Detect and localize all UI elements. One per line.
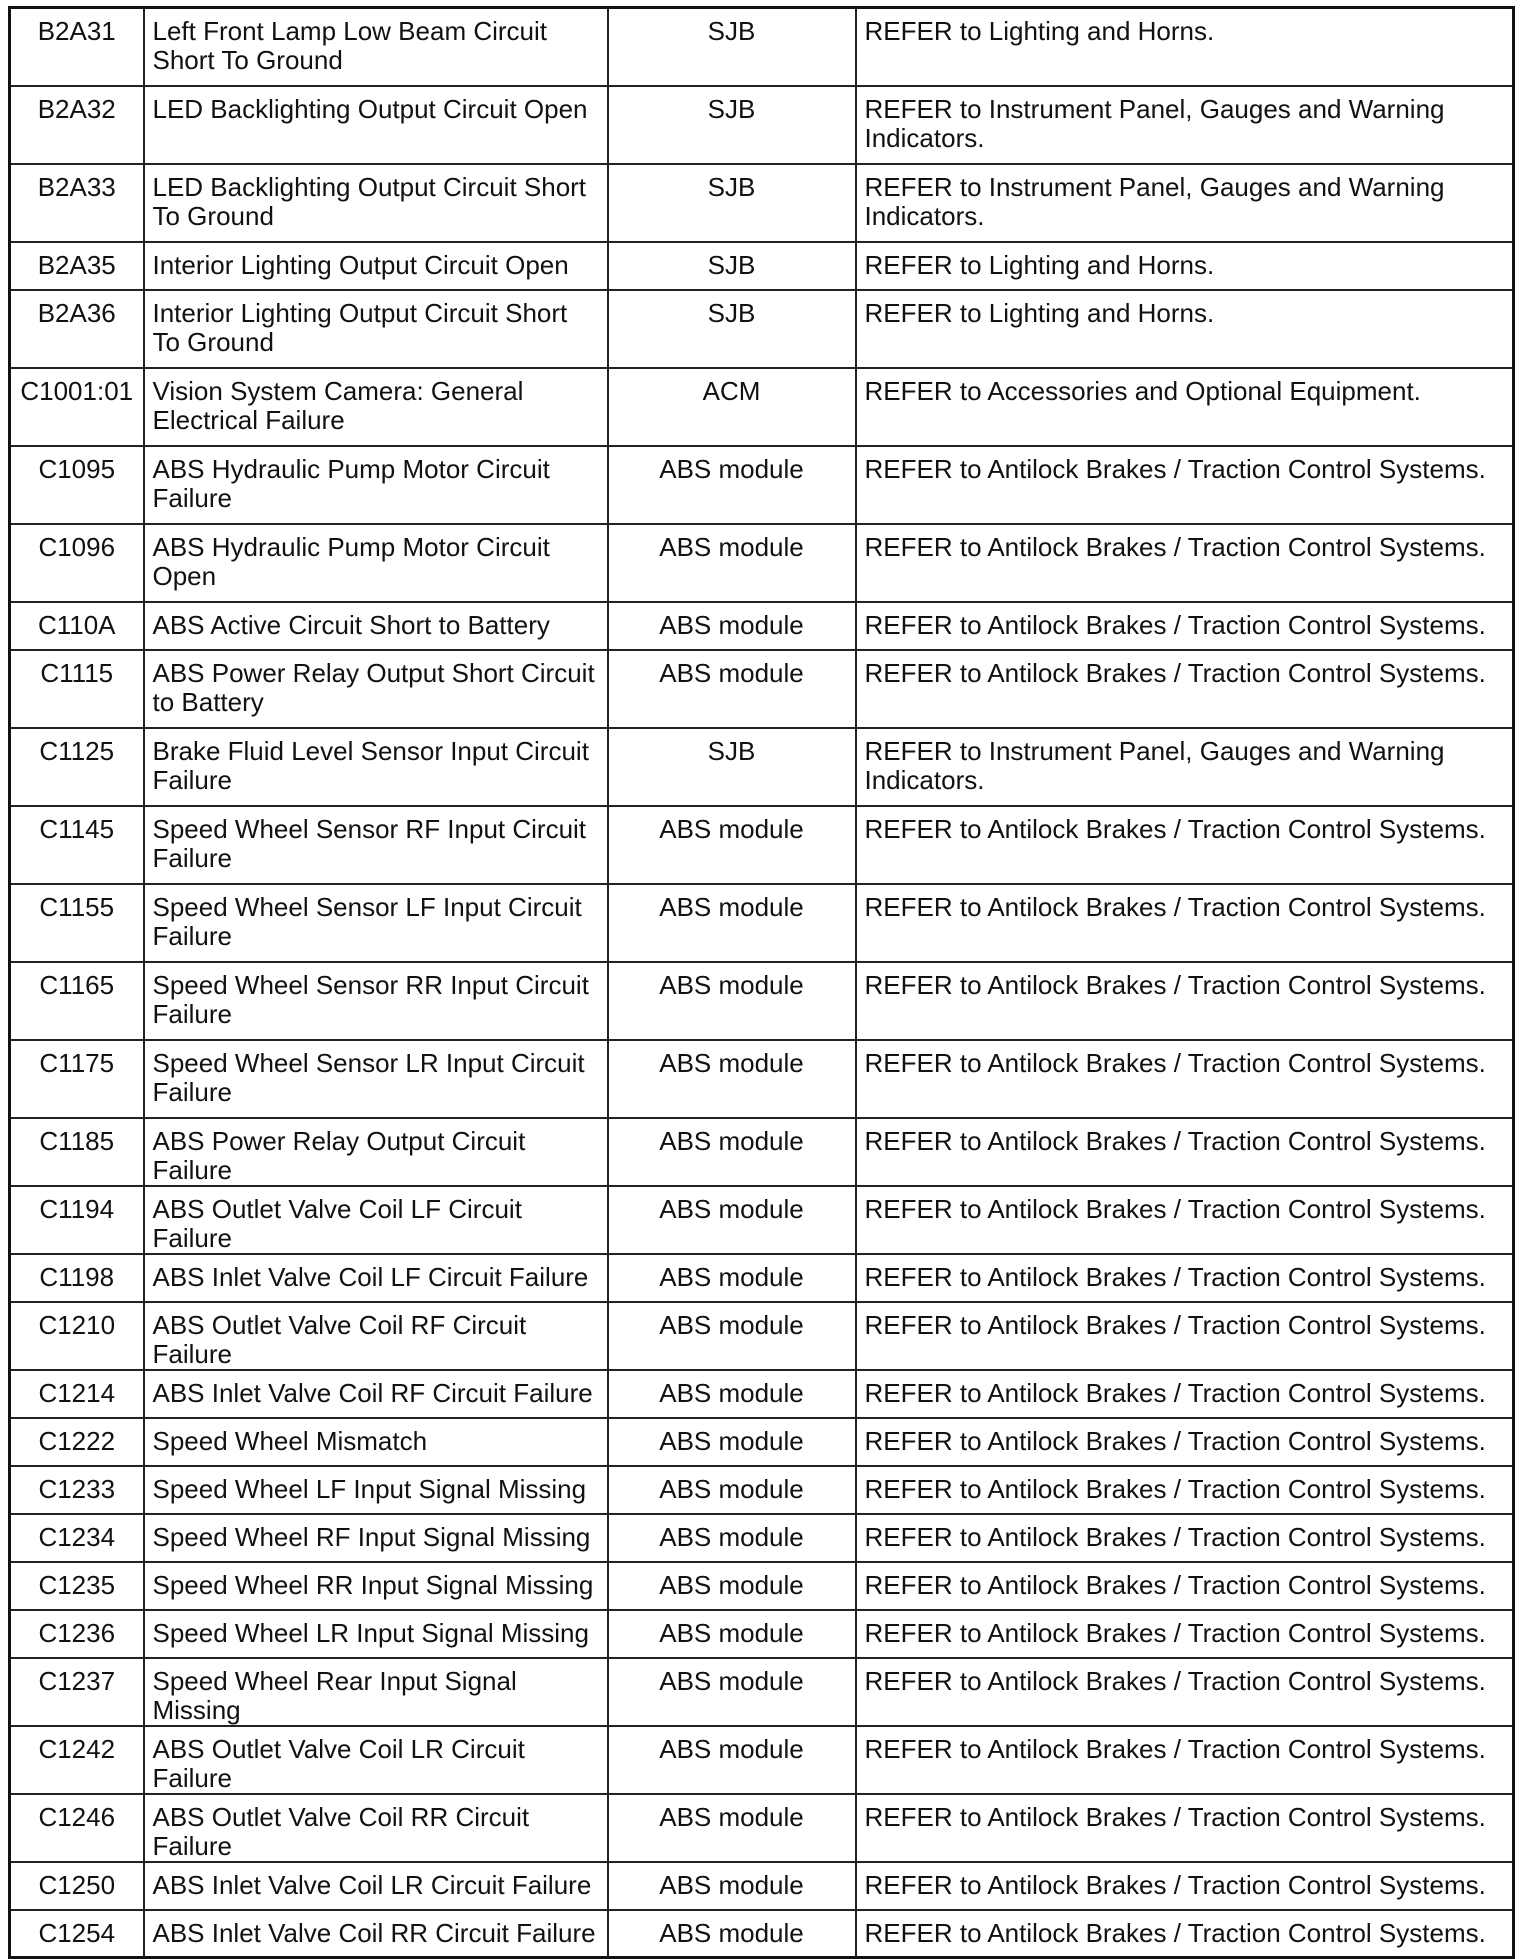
- dtc-code: C1095: [10, 446, 144, 524]
- dtc-module: ABS module: [608, 1118, 856, 1186]
- dtc-code: C110A: [10, 602, 144, 650]
- dtc-description: ABS Inlet Valve Coil LR Circuit Failure: [144, 1862, 608, 1910]
- dtc-description: Brake Fluid Level Sensor Input Circuit Failure: [144, 728, 608, 806]
- dtc-module: ABS module: [608, 1302, 856, 1370]
- table-row: [10, 1118, 1514, 1186]
- dtc-table-body: [10, 8, 1514, 1958]
- dtc-action: REFER to Antilock Brakes / Traction Control Systems.: [856, 524, 1514, 602]
- table-row: [10, 1726, 1514, 1794]
- dtc-description: ABS Inlet Valve Coil RF Circuit Failure: [144, 1370, 608, 1418]
- dtc-action: REFER to Antilock Brakes / Traction Control Systems.: [856, 1466, 1514, 1514]
- dtc-module: ABS module: [608, 1418, 856, 1466]
- dtc-code: C1175: [10, 1040, 144, 1118]
- table-row: [10, 1658, 1514, 1726]
- dtc-code: C1096: [10, 524, 144, 602]
- dtc-module: SJB: [608, 86, 856, 164]
- dtc-action: REFER to Antilock Brakes / Traction Control Systems.: [856, 1794, 1514, 1862]
- dtc-code: C1165: [10, 962, 144, 1040]
- dtc-code: C1210: [10, 1302, 144, 1370]
- dtc-module: ABS module: [608, 1466, 856, 1514]
- dtc-module: ABS module: [608, 1610, 856, 1658]
- dtc-module: ABS module: [608, 1794, 856, 1862]
- dtc-action: REFER to Antilock Brakes / Traction Control Systems.: [856, 1726, 1514, 1794]
- dtc-description: LED Backlighting Output Circuit Short To Ground: [144, 164, 608, 242]
- table-row: [10, 1302, 1514, 1370]
- table-row: [10, 962, 1514, 1040]
- dtc-description: ABS Inlet Valve Coil RR Circuit Failure: [144, 1910, 608, 1958]
- dtc-action: REFER to Instrument Panel, Gauges and Warning Indicators.: [856, 728, 1514, 806]
- dtc-module: ABS module: [608, 446, 856, 524]
- dtc-code: C1214: [10, 1370, 144, 1418]
- dtc-action: REFER to Antilock Brakes / Traction Control Systems.: [856, 1418, 1514, 1466]
- dtc-module: ABS module: [608, 1562, 856, 1610]
- table-row: [10, 86, 1514, 164]
- dtc-action: REFER to Lighting and Horns.: [856, 8, 1514, 86]
- dtc-action: REFER to Antilock Brakes / Traction Control Systems.: [856, 1610, 1514, 1658]
- table-row: [10, 446, 1514, 524]
- dtc-action: REFER to Accessories and Optional Equipment.: [856, 368, 1514, 446]
- table-row: [10, 1040, 1514, 1118]
- dtc-description: Speed Wheel Sensor LF Input Circuit Failure: [144, 884, 608, 962]
- dtc-description: ABS Power Relay Output Short Circuit to Battery: [144, 650, 608, 728]
- dtc-action: REFER to Antilock Brakes / Traction Control Systems.: [856, 884, 1514, 962]
- dtc-module: ABS module: [608, 602, 856, 650]
- table-row: [10, 524, 1514, 602]
- dtc-code: C1246: [10, 1794, 144, 1862]
- dtc-module: SJB: [608, 728, 856, 806]
- table-row: [10, 1862, 1514, 1910]
- dtc-description: Interior Lighting Output Circuit Open: [144, 242, 608, 290]
- dtc-action: REFER to Antilock Brakes / Traction Control Systems.: [856, 1302, 1514, 1370]
- dtc-description: ABS Hydraulic Pump Motor Circuit Failure: [144, 446, 608, 524]
- table-row: [10, 1186, 1514, 1254]
- dtc-description: Left Front Lamp Low Beam Circuit Short To Ground: [144, 8, 608, 86]
- dtc-code: C1234: [10, 1514, 144, 1562]
- dtc-action: REFER to Antilock Brakes / Traction Control Systems.: [856, 1910, 1514, 1958]
- dtc-action: REFER to Antilock Brakes / Traction Control Systems.: [856, 1254, 1514, 1302]
- dtc-action: REFER to Instrument Panel, Gauges and Warning Indicators.: [856, 86, 1514, 164]
- dtc-description: LED Backlighting Output Circuit Open: [144, 86, 608, 164]
- dtc-description: ABS Outlet Valve Coil RF Circuit Failure: [144, 1302, 608, 1370]
- dtc-action: REFER to Antilock Brakes / Traction Control Systems.: [856, 446, 1514, 524]
- table-row: [10, 806, 1514, 884]
- dtc-code: C1254: [10, 1910, 144, 1958]
- dtc-description: ABS Power Relay Output Circuit Failure: [144, 1118, 608, 1186]
- dtc-code: B2A33: [10, 164, 144, 242]
- dtc-action: REFER to Antilock Brakes / Traction Control Systems.: [856, 602, 1514, 650]
- dtc-description: ABS Outlet Valve Coil LR Circuit Failure: [144, 1726, 608, 1794]
- dtc-module: ABS module: [608, 1254, 856, 1302]
- table-row: [10, 164, 1514, 242]
- dtc-module: SJB: [608, 8, 856, 86]
- dtc-description: Speed Wheel LF Input Signal Missing: [144, 1466, 608, 1514]
- table-row: [10, 884, 1514, 962]
- dtc-code: C1115: [10, 650, 144, 728]
- dtc-action: REFER to Antilock Brakes / Traction Control Systems.: [856, 1514, 1514, 1562]
- dtc-description: ABS Outlet Valve Coil LF Circuit Failure: [144, 1186, 608, 1254]
- dtc-module: SJB: [608, 242, 856, 290]
- table-row: [10, 728, 1514, 806]
- dtc-action: REFER to Antilock Brakes / Traction Control Systems.: [856, 1370, 1514, 1418]
- dtc-module: ABS module: [608, 1514, 856, 1562]
- dtc-action: REFER to Lighting and Horns.: [856, 242, 1514, 290]
- dtc-description: Speed Wheel Mismatch: [144, 1418, 608, 1466]
- dtc-description: Speed Wheel Sensor LR Input Circuit Failure: [144, 1040, 608, 1118]
- dtc-description: Interior Lighting Output Circuit Short To Ground: [144, 290, 608, 368]
- table-row: [10, 1370, 1514, 1418]
- dtc-code: C1236: [10, 1610, 144, 1658]
- dtc-action: REFER to Antilock Brakes / Traction Control Systems.: [856, 650, 1514, 728]
- table-row: [10, 650, 1514, 728]
- dtc-code: C1233: [10, 1466, 144, 1514]
- dtc-description: Speed Wheel Sensor RR Input Circuit Failure: [144, 962, 608, 1040]
- dtc-action: REFER to Antilock Brakes / Traction Control Systems.: [856, 1040, 1514, 1118]
- dtc-table: [8, 6, 1515, 1959]
- dtc-code: B2A36: [10, 290, 144, 368]
- dtc-action: REFER to Antilock Brakes / Traction Control Systems.: [856, 1186, 1514, 1254]
- dtc-module: SJB: [608, 290, 856, 368]
- table-row: [10, 1794, 1514, 1862]
- dtc-module: ABS module: [608, 884, 856, 962]
- dtc-module: ACM: [608, 368, 856, 446]
- dtc-description: Vision System Camera: General Electrical Failure: [144, 368, 608, 446]
- dtc-description: Speed Wheel RR Input Signal Missing: [144, 1562, 608, 1610]
- dtc-module: ABS module: [608, 650, 856, 728]
- dtc-action: REFER to Antilock Brakes / Traction Control Systems.: [856, 1658, 1514, 1726]
- dtc-code: C1235: [10, 1562, 144, 1610]
- dtc-module: ABS module: [608, 962, 856, 1040]
- table-row: [10, 1466, 1514, 1514]
- dtc-description: ABS Outlet Valve Coil RR Circuit Failure: [144, 1794, 608, 1862]
- dtc-description: Speed Wheel Rear Input Signal Missing: [144, 1658, 608, 1726]
- table-row: [10, 1610, 1514, 1658]
- dtc-module: ABS module: [608, 1186, 856, 1254]
- dtc-description: Speed Wheel RF Input Signal Missing: [144, 1514, 608, 1562]
- dtc-module: ABS module: [608, 806, 856, 884]
- dtc-code: C1242: [10, 1726, 144, 1794]
- dtc-action: REFER to Antilock Brakes / Traction Control Systems.: [856, 1562, 1514, 1610]
- dtc-action: REFER to Instrument Panel, Gauges and Warning Indicators.: [856, 164, 1514, 242]
- dtc-description: Speed Wheel Sensor RF Input Circuit Failure: [144, 806, 608, 884]
- dtc-code: C1155: [10, 884, 144, 962]
- dtc-description: ABS Inlet Valve Coil LF Circuit Failure: [144, 1254, 608, 1302]
- dtc-module: SJB: [608, 164, 856, 242]
- dtc-description: ABS Active Circuit Short to Battery: [144, 602, 608, 650]
- table-row: [10, 1514, 1514, 1562]
- table-row: [10, 8, 1514, 86]
- dtc-module: ABS module: [608, 1726, 856, 1794]
- dtc-code: C1250: [10, 1862, 144, 1910]
- dtc-action: REFER to Antilock Brakes / Traction Control Systems.: [856, 1862, 1514, 1910]
- dtc-code: B2A35: [10, 242, 144, 290]
- table-row: [10, 1910, 1514, 1958]
- dtc-code: C1185: [10, 1118, 144, 1186]
- table-row: [10, 1418, 1514, 1466]
- dtc-code: C1194: [10, 1186, 144, 1254]
- dtc-code: B2A32: [10, 86, 144, 164]
- table-row: [10, 290, 1514, 368]
- dtc-module: ABS module: [608, 524, 856, 602]
- table-row: [10, 602, 1514, 650]
- dtc-module: ABS module: [608, 1862, 856, 1910]
- table-row: [10, 368, 1514, 446]
- dtc-code: C1145: [10, 806, 144, 884]
- dtc-chart-page: [8, 6, 1515, 1959]
- dtc-module: ABS module: [608, 1658, 856, 1726]
- dtc-action: REFER to Lighting and Horns.: [856, 290, 1514, 368]
- dtc-description: ABS Hydraulic Pump Motor Circuit Open: [144, 524, 608, 602]
- dtc-module: ABS module: [608, 1910, 856, 1958]
- dtc-code: C1222: [10, 1418, 144, 1466]
- dtc-module: ABS module: [608, 1040, 856, 1118]
- dtc-code: C1001:01: [10, 368, 144, 446]
- dtc-action: REFER to Antilock Brakes / Traction Control Systems.: [856, 962, 1514, 1040]
- dtc-code: C1125: [10, 728, 144, 806]
- dtc-module: ABS module: [608, 1370, 856, 1418]
- dtc-description: Speed Wheel LR Input Signal Missing: [144, 1610, 608, 1658]
- dtc-action: REFER to Antilock Brakes / Traction Control Systems.: [856, 806, 1514, 884]
- table-row: [10, 1562, 1514, 1610]
- dtc-code: B2A31: [10, 8, 144, 86]
- table-row: [10, 242, 1514, 290]
- dtc-code: C1198: [10, 1254, 144, 1302]
- table-row: [10, 1254, 1514, 1302]
- dtc-action: REFER to Antilock Brakes / Traction Control Systems.: [856, 1118, 1514, 1186]
- dtc-code: C1237: [10, 1658, 144, 1726]
